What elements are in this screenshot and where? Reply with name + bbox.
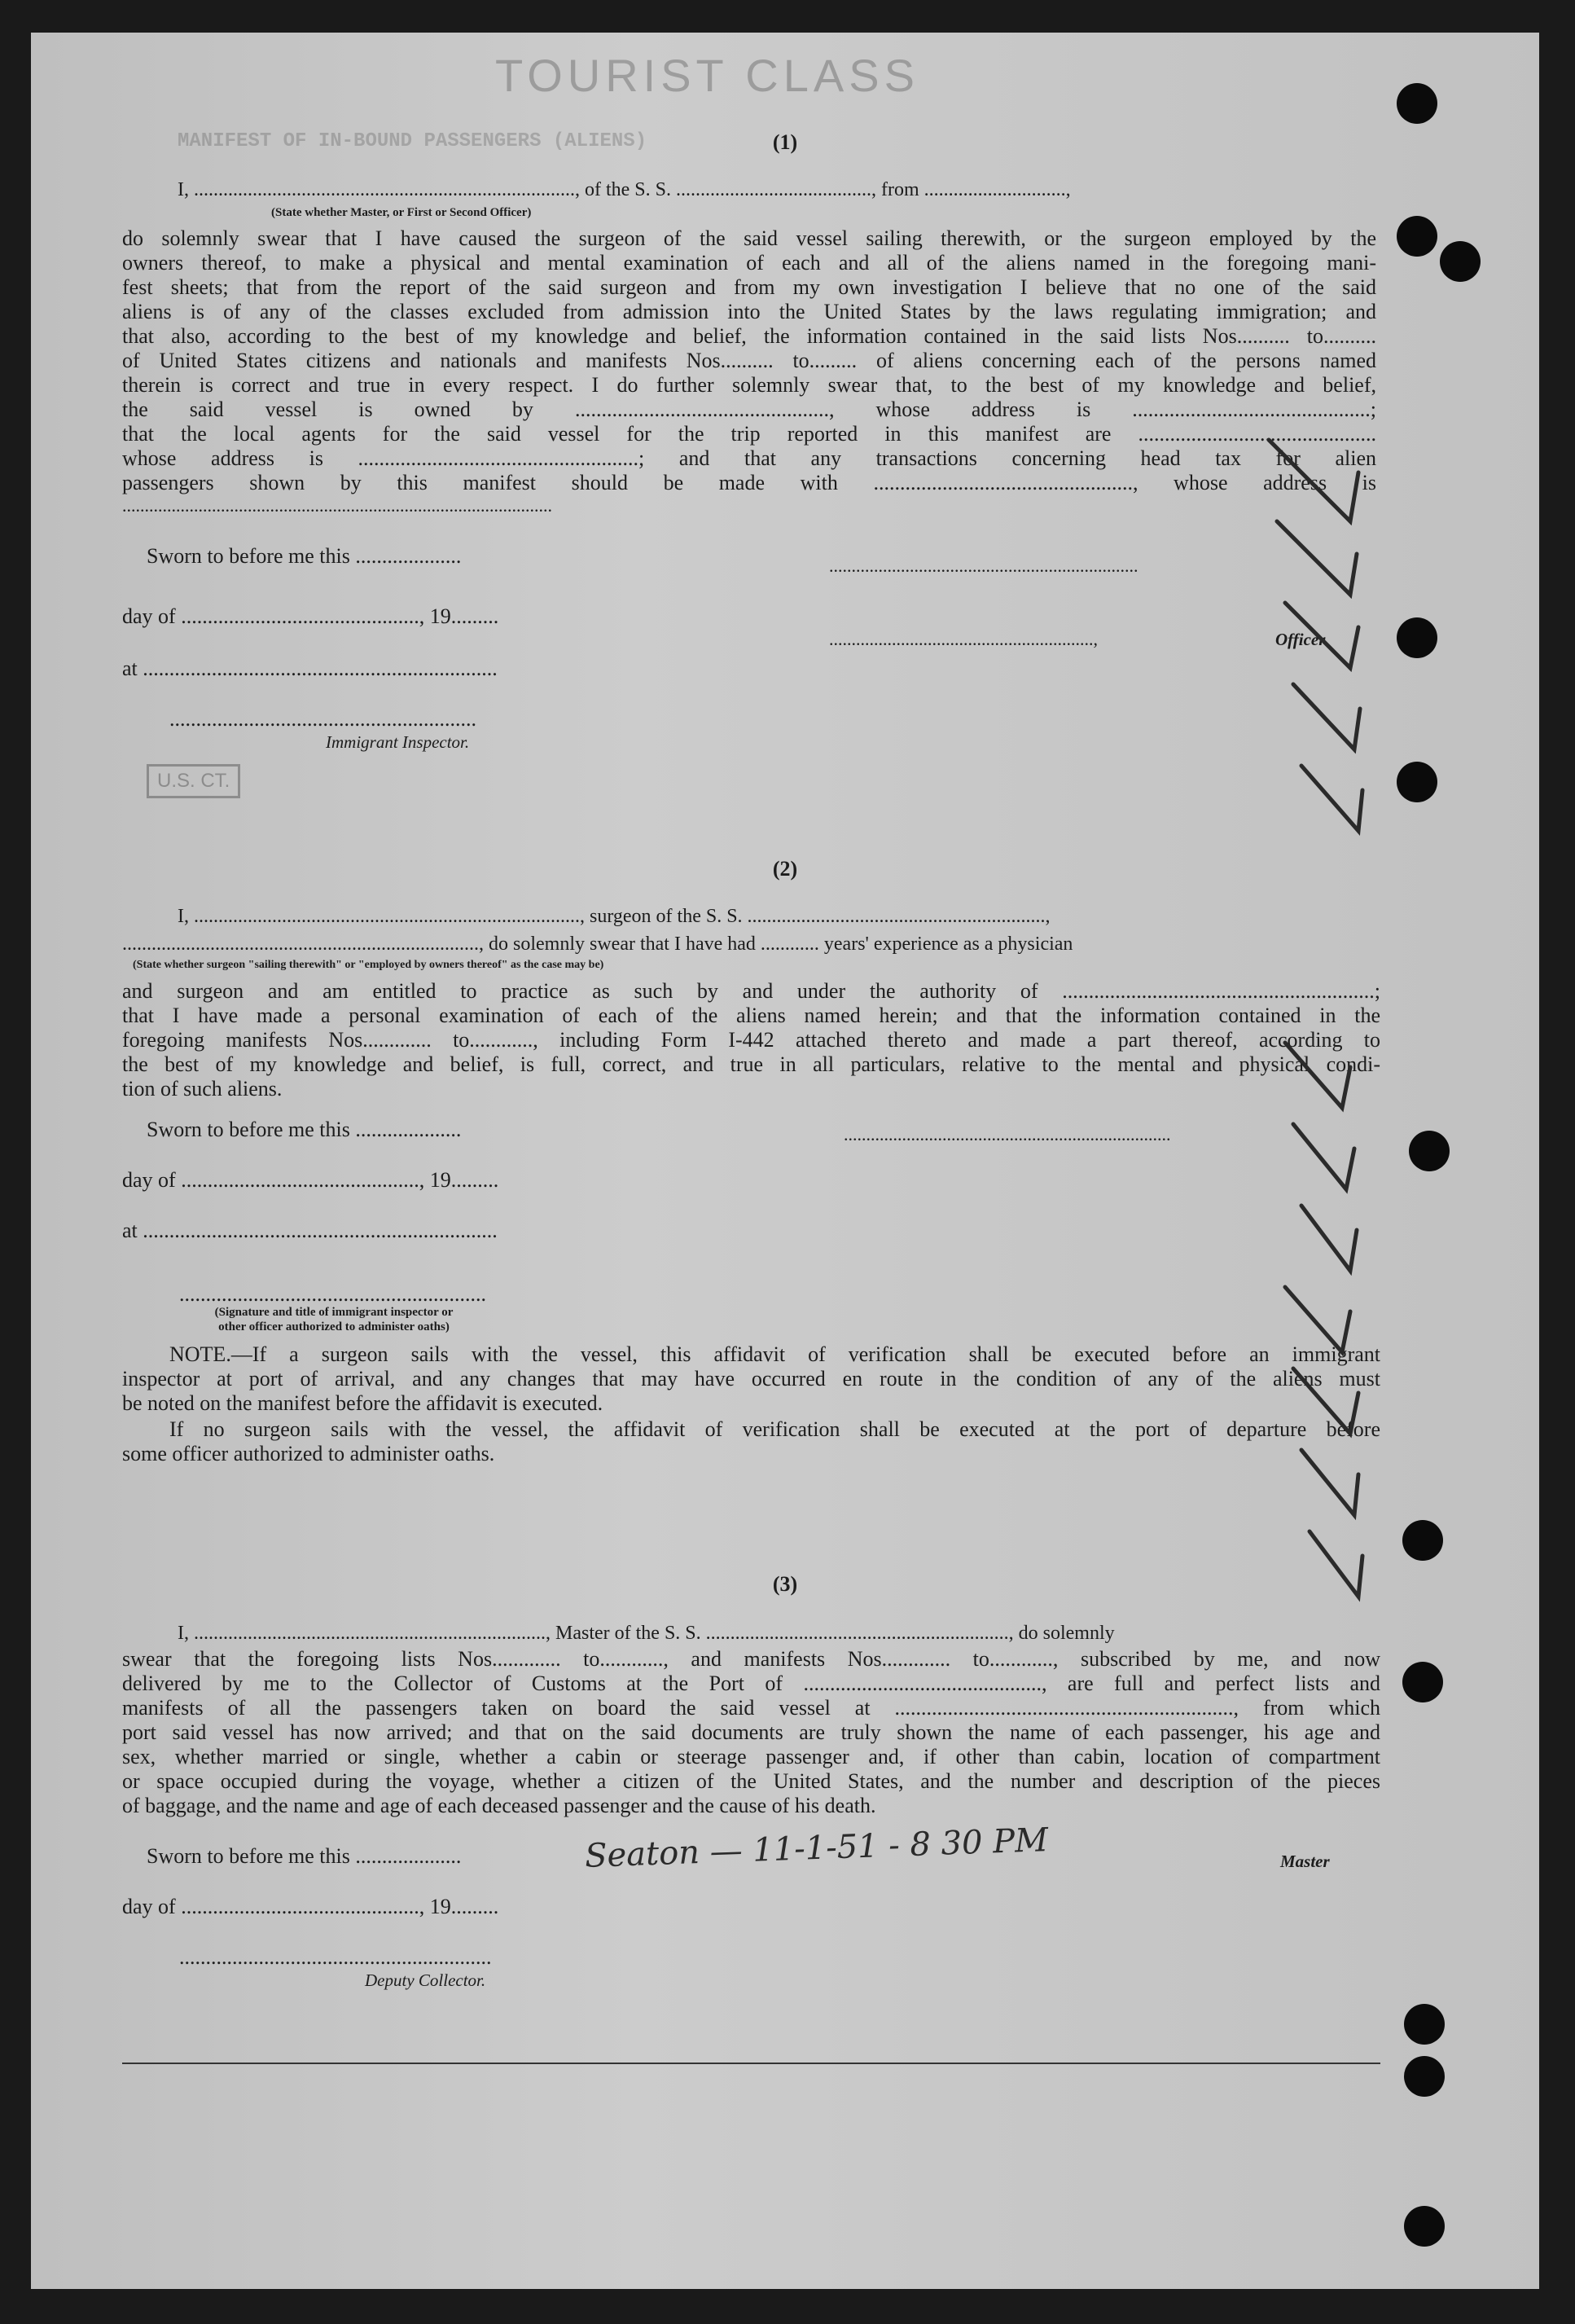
section-3-day-of: day of ............................................., 19.........	[122, 1895, 499, 1918]
section-1-at: at ...................................................................	[122, 657, 498, 680]
section-1-body-line: passengers shown by this manifest should be made with ................................................., whose address is	[122, 471, 1376, 494]
note-line: NOTE.—If a surgeon sails with the vessel, this affidavit of verification shall be executed before an immigrant	[169, 1342, 1380, 1366]
section-1-trailing-dots: ................................................................................................	[122, 495, 552, 516]
section-1-body-line: do solemnly swear that I have caused the surgeon of the said vessel sailing therewith, or the surgeon employed by the	[122, 226, 1376, 250]
section-1-caption: (State whether Master, or First or Second Officer)	[271, 206, 532, 219]
section-1-body-line: therein is correct and true in every respect. I do further solemnly swear that, to the best of my knowledge and belief,	[122, 373, 1376, 397]
section-1-signature-dots: ..........................................................	[169, 707, 476, 731]
section-3-body-line: swear that the foregoing lists Nos............. to............, and manifests Nos............. to............, subscribed by me, and now	[122, 1647, 1380, 1671]
section-2-body-last-line: tion of such aliens.	[122, 1077, 283, 1100]
section-3-collector-label: Deputy Collector.	[365, 1970, 486, 1990]
note-2-line: If no surgeon sails with the vessel, the affidavit of verification shall be executed at the port of departure before	[169, 1417, 1380, 1441]
section-1-officer-signature-line: .....................................................................	[829, 556, 1138, 576]
punch-hole	[1404, 2056, 1445, 2097]
punch-hole	[1397, 617, 1437, 658]
section-1-body-line: whose address is .....................................................; and that any transactions concerning head tax for alien	[122, 446, 1376, 470]
section-2-oath-line: I, ..............................................................................., surgeon of the S. S. .............................................................,	[178, 906, 1051, 927]
section-2-body-line: foregoing manifests Nos............. to............, including Form I-442 attached thereto and made a part thereof, according to	[122, 1028, 1380, 1052]
section-1-body-line: fest sheets; that from the report of the said surgeon and from my own investigation I believe that no one of the said	[122, 275, 1376, 299]
section-2-caption-2: other officer authorized to administer oaths)	[218, 1320, 450, 1333]
section-1-sworn: Sworn to before me this ....................	[147, 544, 462, 568]
section-3-collector-dots: ...........................................................	[179, 1945, 492, 1969]
handwritten-master-signature: Seaton — 11-1-51 - 8 30 PM	[584, 1821, 1049, 1875]
section-3-body-line: sex, whether married or single, whether a cabin or steerage passenger and, if other than cabin, location of compartment	[122, 1745, 1380, 1768]
section-2-surgeon-signature-line: .........................................................................	[844, 1124, 1171, 1144]
section-2-number: (2)	[772, 857, 798, 881]
section-2-at: at ...................................................................	[122, 1219, 498, 1242]
section-3-body-line: port said vessel has now arrived; and that on the said documents are truly shown the name of each passenger, his age and	[122, 1720, 1380, 1744]
section-1-day-of: day of ............................................., 19.........	[122, 604, 499, 628]
section-2-signature-dots: ..........................................................	[179, 1282, 486, 1306]
punch-hole	[1402, 1520, 1443, 1561]
punch-hole	[1409, 1131, 1450, 1171]
section-1-officer-label: Officer	[1275, 630, 1326, 649]
punch-hole	[1404, 2206, 1445, 2247]
section-1-body-line: that also, according to the best of my knowledge and belief, the information contained in the said lists Nos.......... to..........	[122, 324, 1376, 348]
section-1-body-line: of United States citizens and nationals and manifests Nos.......... to......... of aliens concerning each of the persons named	[122, 349, 1376, 372]
manifest-back-page	[31, 33, 1539, 2289]
handwritten-check-marks	[1236, 424, 1399, 1629]
note-2-line: some officer authorized to administer oaths.	[122, 1442, 495, 1465]
section-2-caption: (State whether surgeon "sailing therewith" or "employed by owners thereof" as the case may be)	[133, 959, 604, 971]
court-stamp: U.S. CT.	[147, 764, 240, 798]
section-1-number: (1)	[772, 130, 798, 154]
section-2-body-line: that I have made a personal examination of each of the aliens named herein; and that the information contained in the	[122, 1004, 1380, 1027]
section-2-day-of: day of ............................................., 19.........	[122, 1168, 499, 1192]
section-3-number: (3)	[772, 1572, 798, 1596]
section-2-experience-line: ........................................................................., do solemnly swear that I have had ............ years' experience as a physician	[122, 934, 1073, 955]
section-3-sworn: Sworn to before me this ....................	[147, 1844, 462, 1868]
bleed-through-subtitle: MANIFEST OF IN-BOUND PASSENGERS (ALIENS)	[178, 130, 647, 152]
punch-hole	[1402, 1662, 1443, 1702]
note-line: inspector at port of arrival, and any changes that may have occurred en route in the condition of any of the aliens must	[122, 1367, 1380, 1390]
bottom-rule	[122, 2063, 1380, 2064]
section-3-body-line: manifests of all the passengers taken on board the said vessel at ................................................................, from which	[122, 1696, 1380, 1720]
section-1-body-line: that the local agents for the said vessel for the trip reported in this manifest are .............................................	[122, 422, 1376, 446]
punch-hole	[1404, 2004, 1445, 2045]
note-line: be noted on the manifest before the affidavit is executed.	[122, 1391, 603, 1415]
section-3-master-label: Master	[1280, 1852, 1330, 1871]
section-2-sworn: Sworn to before me this ....................	[147, 1118, 462, 1141]
section-2-body-line: and surgeon and am entitled to practice as such by and under the authority of ...........................................................;	[122, 979, 1380, 1003]
punch-hole	[1397, 216, 1437, 257]
section-1-body-line: the said vessel is owned by ................................................, whose address is .............................................;	[122, 398, 1376, 421]
section-2-caption-1: (Signature and title of immigrant inspector or	[214, 1306, 454, 1319]
section-1-body-line: owners thereof, to make a physical and mental examination of each and all of the aliens named in the foregoing mani-	[122, 251, 1376, 275]
section-1-body-line: aliens is of any of the classes excluded from admission into the United States by the laws regulating immigration; and	[122, 300, 1376, 323]
punch-hole	[1397, 83, 1437, 124]
bleed-through-title: TOURIST CLASS	[495, 50, 919, 101]
section-1-oath-line: I, .............................................................................., of the S. S. ........................................, from .............................,	[178, 179, 1071, 200]
section-1-inspector-label: Immigrant Inspector.	[326, 732, 470, 752]
section-3-body-line: or space occupied during the voyage, whether a citizen of the United States, and the number and description of the pieces	[122, 1769, 1380, 1793]
section-3-oath-line: I, ........................................................................, Master of the S. S. .............................................................., do solemnly	[178, 1623, 1115, 1644]
punch-hole	[1397, 762, 1437, 802]
section-1-officer-dots: ...........................................................,	[829, 629, 1098, 649]
section-2-body-line: the best of my knowledge and belief, is full, correct, and true in all particulars, relative to the mental and physical condi-	[122, 1052, 1380, 1076]
punch-hole	[1440, 241, 1481, 282]
section-3-body-line: delivered by me to the Collector of Customs at the Port of ............................................., are full and perfect lists and	[122, 1672, 1380, 1695]
section-3-body-last-line: of baggage, and the name and age of each deceased passenger and the cause of his death.	[122, 1794, 876, 1817]
